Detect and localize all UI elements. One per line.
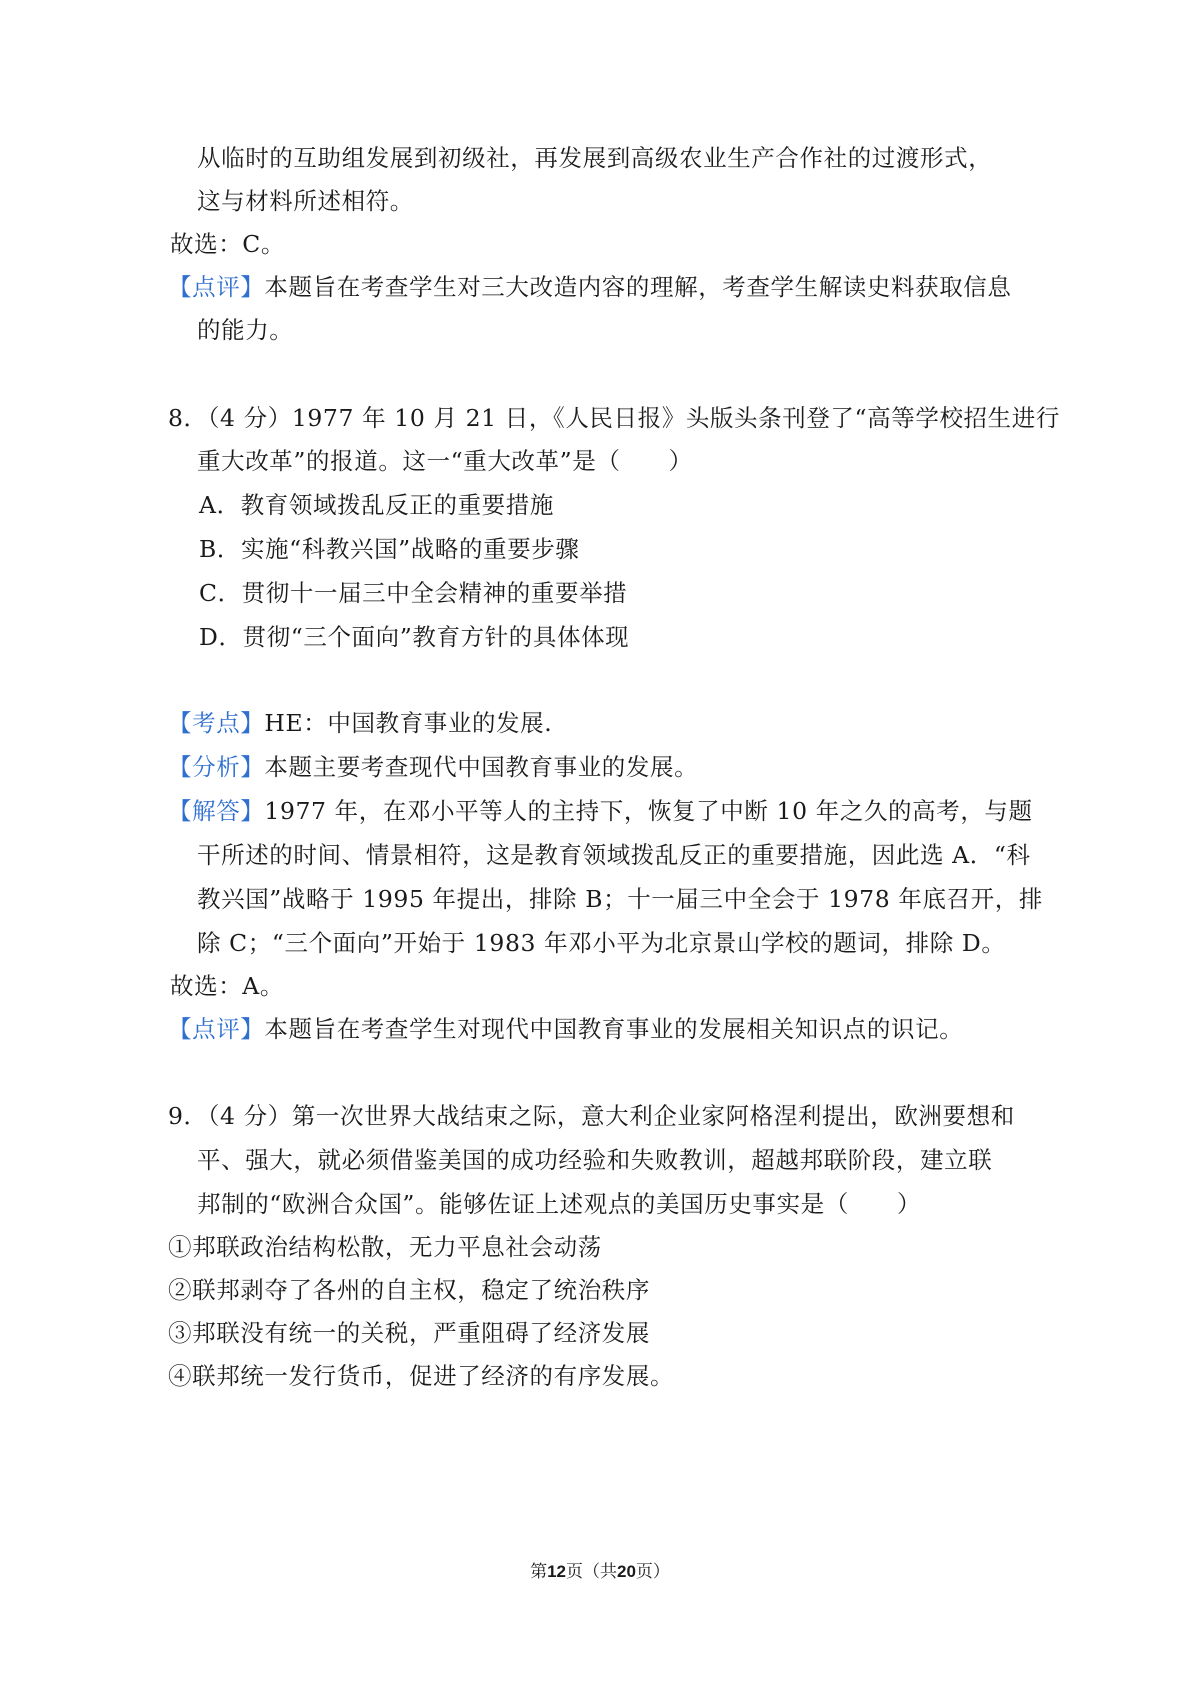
kaodian-tag: 【考点】 xyxy=(168,709,265,737)
review-paragraph-q7 xyxy=(168,272,1012,302)
fenxi-text: 本题主要考查现代中国教育事业的发展。 xyxy=(264,753,699,781)
q8-option-a: A．教育领域拨乱反正的重要措施 xyxy=(199,491,554,519)
q8-jieda-line-4: 除 C；“三个面向”开始于 1983 年邓小平为北京景山学校的题词，排除 D。 xyxy=(197,929,1006,957)
q8-stem-line-1: 8．（4 分）1977 年 10 月 21 日，《人民日报》头版头条刊登了“高等学校招生进行 xyxy=(168,404,1060,432)
page-footer xyxy=(0,1560,1200,1584)
review-text: 本题旨在考查学生对现代中国教育事业的发展相关知识点的识记。 xyxy=(264,1015,964,1043)
fenxi-tag: 【分析】 xyxy=(168,753,265,781)
footer-total-pages: 20 xyxy=(617,1562,636,1581)
review-text: 本题旨在考查学生对三大改造内容的理解，考查学生解读史料获取信息 xyxy=(264,273,1012,301)
footer-suffix: 页） xyxy=(635,1562,670,1582)
answer-choice-q7: 故选：C。 xyxy=(170,230,285,258)
jieda-text-line-1: 1977 年，在邓小平等人的主持下，恢复了中断 10 年之久的高考，与题 xyxy=(264,797,1033,825)
q8-review xyxy=(168,1014,963,1044)
q8-jieda xyxy=(168,796,1033,826)
review-continuation: 的能力。 xyxy=(197,316,294,344)
answer-continuation-line-1: 从临时的互助组发展到初级社，再发展到高级农业生产合作社的过渡形式， xyxy=(197,144,993,172)
q9-stem-line-2: 平、强大，就必须借鉴美国的成功经验和失败教训，超越邦联阶段，建立联 xyxy=(197,1146,993,1174)
q8-option-d: D．贯彻“三个面向”教育方针的具体体现 xyxy=(199,623,630,651)
q9-item-4: ④联邦统一发行货币，促进了经济的有序发展。 xyxy=(168,1362,675,1390)
answer-continuation-line-2: 这与材料所述相符。 xyxy=(197,187,414,215)
footer-page-number: 12 xyxy=(547,1562,566,1581)
q9-stem-line-1: 9．（4 分）第一次世界大战结束之际，意大利企业家阿格涅利提出，欧洲要想和 xyxy=(168,1102,1015,1130)
q8-kaodian xyxy=(168,708,552,738)
kaodian-text: HE：中国教育事业的发展. xyxy=(264,709,553,737)
q9-stem-line-3: 邦制的“欧洲合众国”。能够佐证上述观点的美国历史事实是（ ） xyxy=(197,1190,922,1218)
q8-jieda-line-2: 干所述的时间、情景相符，这是教育领域拨乱反正的重要措施，因此选 A．“科 xyxy=(197,841,1031,869)
q8-jieda-line-3: 教兴国”战略于 1995 年提出，排除 B；十一届三中全会于 1978 年底召开，排 xyxy=(197,885,1043,913)
review-tag: 【点评】 xyxy=(168,273,265,301)
footer-prefix: 第 xyxy=(530,1562,548,1582)
q8-option-b: B．实施“科教兴国”战略的重要步骤 xyxy=(199,535,580,563)
q8-answer-choice: 故选：A。 xyxy=(170,972,284,1000)
footer-middle: 页（共 xyxy=(566,1562,617,1582)
q8-fenxi xyxy=(168,752,698,782)
jieda-tag: 【解答】 xyxy=(168,797,265,825)
q8-option-c: C．贯彻十一届三中全会精神的重要举措 xyxy=(199,579,628,607)
q9-item-2: ②联邦剥夺了各州的自主权，稳定了统治秩序 xyxy=(168,1276,650,1304)
q9-item-1: ①邦联政治结构松散，无力平息社会动荡 xyxy=(168,1233,602,1261)
q9-item-3: ③邦联没有统一的关税，严重阻碍了经济发展 xyxy=(168,1319,650,1347)
review-tag: 【点评】 xyxy=(168,1015,265,1043)
q8-stem-line-2: 重大改革”的报道。这一“重大改革”是（ ） xyxy=(197,447,693,475)
